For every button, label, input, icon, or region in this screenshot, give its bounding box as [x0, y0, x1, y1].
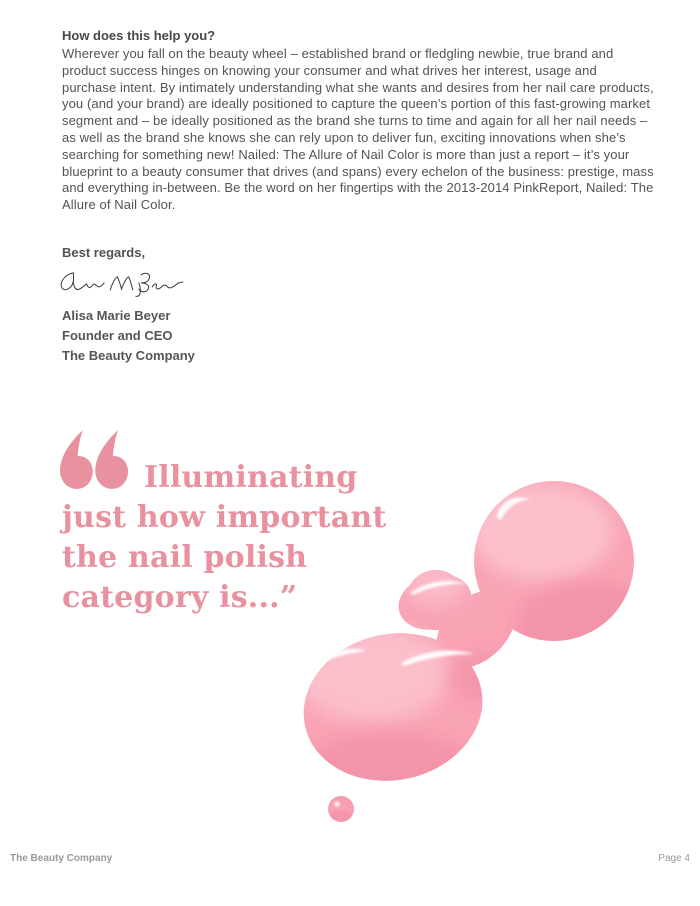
closing-salutation: Best regards, — [62, 245, 146, 260]
section-heading: How does this help you? — [62, 28, 216, 43]
pull-quote-line: the nail polish — [62, 540, 308, 575]
signer-company: The Beauty Company — [62, 348, 195, 363]
body-paragraph: Wherever you fall on the beauty wheel – established brand or fledgling newbie, true brand and product success hinges on knowing your consumer and what drives her interest, usage and purchase intent. By intimately understanding what she wants and desires from her nail care products, you (and your brand) are ideally positioned to capture the queen’s portion of this fast-growing market segment and – be ideally positioned as the brand she turns to time and again for all her nail needs – as well as the brand she knows she can rely upon to deliver fun, exciting innovations when she’s searching for something new! Nailed: The Allure of Nail Color is more than just a report – it’s your blueprint to a beauty consumer that drives (and spans) every echelon of the business: prestige, mass and everything in-between. Be the word on her fingertips with the 2013-2014 PinkReport, Nailed: The Allure of Nail Color. — [62, 46, 654, 213]
pull-quote-line: category is...” — [62, 580, 298, 615]
footer-company: The Beauty Company — [10, 853, 113, 864]
pull-quote-line: Illuminating — [144, 460, 358, 495]
signer-block — [62, 306, 195, 366]
footer-page-number: Page 4 — [658, 853, 690, 864]
signer-title: Founder and CEO — [62, 328, 173, 343]
signature-handwriting — [58, 268, 186, 302]
nail-polish-drip-image — [290, 462, 650, 842]
pull-quote-line: just how important — [62, 500, 387, 535]
signer-name: Alisa Marie Beyer — [62, 308, 171, 323]
